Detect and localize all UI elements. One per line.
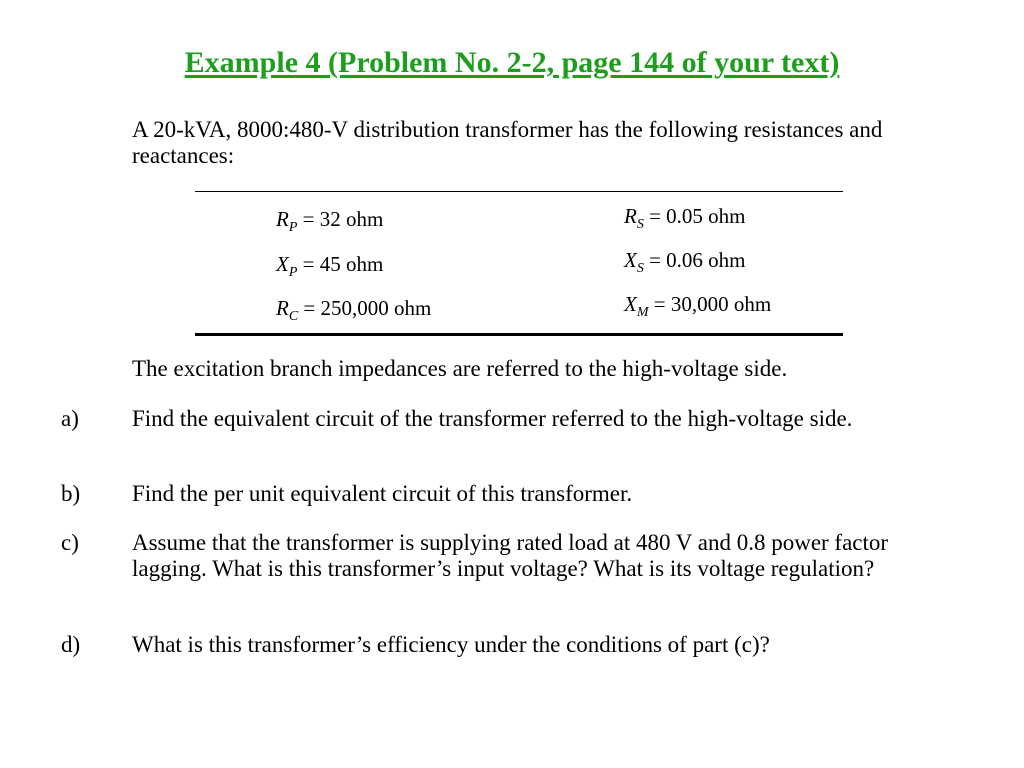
param-subscript: S: [636, 261, 644, 276]
param-xm: [624, 292, 772, 320]
question-marker: d): [61, 632, 81, 657]
param-rp: [276, 207, 384, 235]
table-top-rule: [195, 191, 843, 192]
question-text: Assume that the transformer is supplying rated load at 480 V and 0.8 power factor lagging. What is this transformer’s input voltage? What is its voltage regulation?: [132, 530, 889, 581]
slide-title: Example 4 (Problem No. 2-2, page 144 of your text): [184, 46, 840, 79]
param-value: = 250,000 ohm: [303, 296, 432, 320]
param-symbol: X: [624, 292, 637, 316]
param-symbol: X: [276, 252, 289, 276]
param-value: = 32 ohm: [302, 207, 384, 231]
param-symbol: R: [624, 204, 637, 228]
param-xp: [276, 252, 384, 280]
param-rc: [276, 296, 432, 324]
param-subscript: C: [288, 309, 299, 324]
param-xs: [624, 248, 746, 276]
param-value: = 0.05 ohm: [649, 204, 746, 228]
param-subscript: P: [288, 220, 298, 235]
question-text: What is this transformer’s efficiency under the conditions of part (c)?: [132, 632, 770, 657]
param-value: = 45 ohm: [302, 252, 384, 276]
param-symbol: R: [276, 207, 289, 231]
param-subscript: S: [636, 217, 644, 232]
question-marker: a): [61, 406, 79, 431]
question-marker: c): [61, 530, 79, 555]
param-subscript: P: [288, 265, 298, 280]
param-value: = 30,000 ohm: [653, 292, 772, 316]
param-subscript: M: [636, 305, 649, 320]
question-marker: b): [61, 481, 81, 506]
param-value: = 0.06 ohm: [649, 248, 746, 272]
param-symbol: R: [276, 296, 289, 320]
question-text: Find the per unit equivalent circuit of this transformer.: [132, 481, 633, 506]
intro-paragraph: A 20-kVA, 8000:480-V distribution transformer has the following resistances and reactances:: [132, 117, 883, 168]
param-rs: [624, 204, 746, 232]
table-bottom-rule: [195, 333, 843, 336]
question-text: Find the equivalent circuit of the transformer referred to the high-voltage side.: [132, 406, 853, 431]
note-paragraph: The excitation branch impedances are referred to the high-voltage side.: [132, 356, 788, 381]
param-symbol: X: [624, 248, 637, 272]
